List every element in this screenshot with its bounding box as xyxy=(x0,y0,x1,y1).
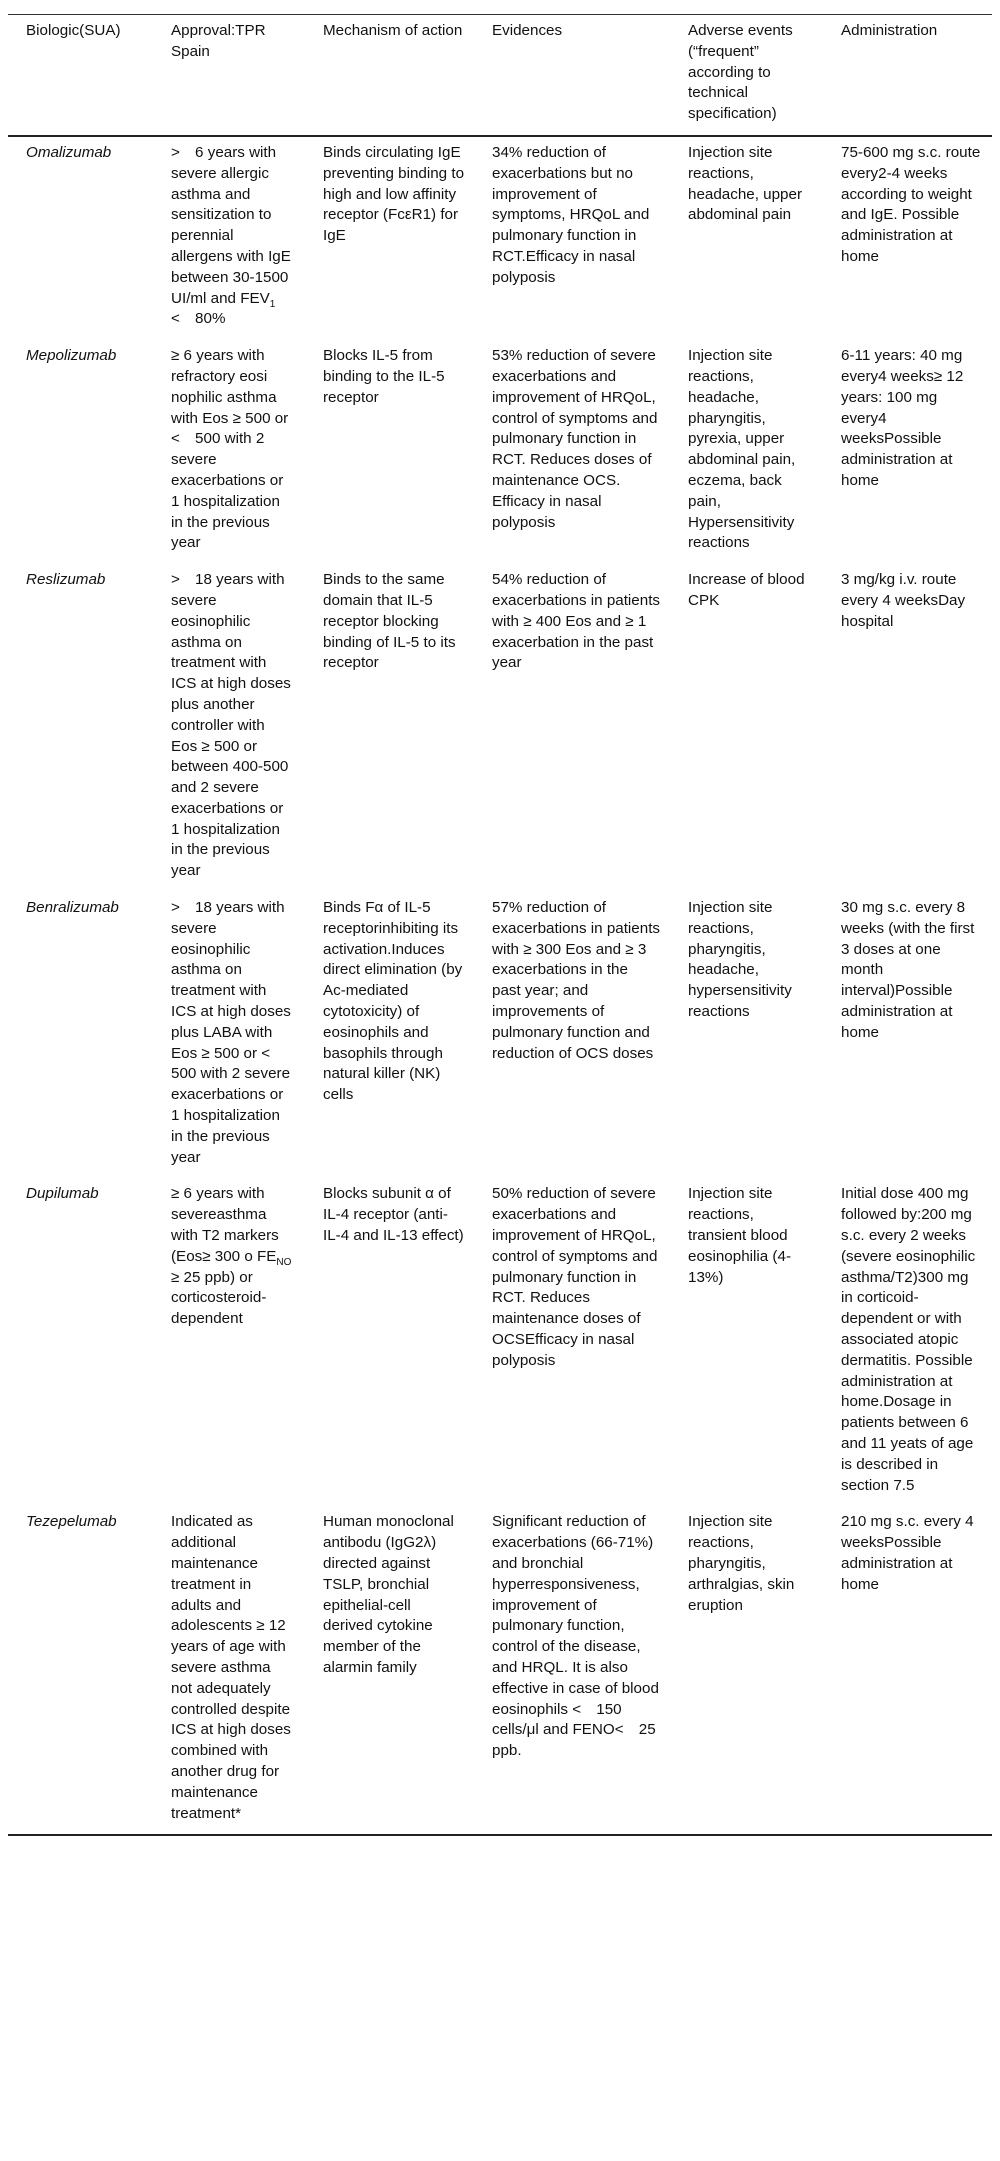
table-row xyxy=(8,340,992,564)
biologic-name: Tezepelumab xyxy=(8,1506,153,1835)
approval-cell: > 18 years with severe eosinophilic asthma on treatment with ICS at high doses plus LABA with Eos ≥ 500 or < 500 with 2 severe exacerbations or 1 hospitalization in the previous year xyxy=(171,899,291,1166)
adverse-events-cell: Injection site reactions, pharyngitis, arthralgias, skin eruption xyxy=(670,1506,823,1835)
evidences-cell: 54% reduction of exacerbations in patients with ≥ 400 Eos and ≥ 1 exacerbation in the past year xyxy=(492,571,661,672)
biologics-table xyxy=(8,14,992,1836)
header-row xyxy=(8,15,992,136)
approval-cell: ≥ 6 years with refractory eosi nophilic asthma with Eos ≥ 500 or < 500 with 2 severe exacerbations or 1 hospitalization in the previous year xyxy=(171,347,289,552)
evidences-cell: 57% reduction of exacerbations in patients with ≥ 300 Eos and ≥ 3 exacerbations in the past year; and improvements of pulmonary function and reduction of OCS doses xyxy=(492,899,661,1062)
table-body xyxy=(8,136,992,1835)
approval-cell: > 18 years with severe eosinophilic asthma on treatment with ICS at high doses plus another controller with Eos ≥ 500 or between 400-500 and 2 severe exacerbations or 1 hospitalization in the previous year xyxy=(171,571,291,880)
mechanism-cell: Binds to the same domain that IL-5 receptor blocking binding of IL-5 to its receptor xyxy=(323,571,456,672)
adverse-events-cell: Injection site reactions, headache, pharyngitis, pyrexia, upper abdominal pain, eczema, back pain, Hypersensitivity reactions xyxy=(688,347,796,552)
mechanism-cell: Blocks subunit α of IL-4 receptor (anti-IL-4 and IL-13 effect) xyxy=(323,1185,464,1245)
approval-subscript: 1 xyxy=(269,298,276,310)
header-approval: Approval:TPR Spain xyxy=(153,15,305,136)
header-evidences: Evidences xyxy=(474,15,670,136)
mechanism-cell: Blocks IL-5 from binding to the IL-5 receptor xyxy=(323,347,445,406)
header-biologic: Biologic(SUA) xyxy=(8,15,153,136)
evidences-cell: 50% reduction of severe exacerbations and improvement of HRQoL, control of symptoms and pulmonary function in RCT. Reduces maintenance doses of OCSEfficacy in nasal polyposis xyxy=(492,1185,658,1369)
header-mechanism: Mechanism of action xyxy=(305,15,474,136)
approval-text: ≥ 6 years with severeasthma with T2 markers (Eos≥ 300 o FE xyxy=(171,1185,279,1265)
biologic-name: Benralizumab xyxy=(26,899,119,917)
evidences-cell: 53% reduction of severe exacerbations and improvement of HRQoL, control of symptoms and pulmonary function in RCT. Reduces doses of maintenance OCS. Efficacy in nasal polyposis xyxy=(492,347,658,531)
biologic-name: Reslizumab xyxy=(26,571,106,589)
table-row xyxy=(8,564,992,892)
approval-cell xyxy=(153,136,305,340)
adverse-events-cell: Injection site reactions, pharyngitis, headache, hypersensitivity reactions xyxy=(688,899,792,1021)
adverse-events-cell: Injection site reactions, transient blood eosinophilia (4-13%) xyxy=(688,1185,791,1286)
administration-cell: Initial dose 400 mg followed by:200 mg s.c. every 2 weeks (severe eosinophilic asthma/T2)300 mg in corticoid-dependent or with associated atopic dermatitis. Possible administration at home.Dosage in patients between 6 and 11 yeats of age is described in section 7.5 xyxy=(841,1185,976,1494)
approval-text: > 6 years with severe allergic asthma and sensitization to perennial allergens with IgE between 30-1500 UI/ml and FEV xyxy=(171,143,291,307)
biologic-name: Mepolizumab xyxy=(26,347,117,365)
table-row xyxy=(8,1506,992,1835)
approval-cell xyxy=(153,1178,305,1506)
table-row xyxy=(8,892,992,1178)
mechanism-cell: Human monoclonal antibodu (IgG2λ) directed against TSLP, bronchial epithelial-cell derived cytokine member of the alarmin family xyxy=(305,1506,474,1835)
administration-cell: 30 mg s.c. every 8 weeks (with the first 3 doses at one month interval)Possible administration at home xyxy=(841,899,975,1041)
approval-subscript: NO xyxy=(276,1256,292,1268)
approval-tail: < 80% xyxy=(171,310,226,328)
evidences-cell: 34% reduction of exacerbations but no improvement of symptoms, HRQoL and pulmonary function in RCT.Efficacy in nasal polyposis xyxy=(492,143,650,286)
header-adverse-events: Adverse events (“frequent” according to technical specification) xyxy=(670,15,823,136)
administration-cell: 3 mg/kg i.v. route every 4 weeksDay hospital xyxy=(841,571,966,630)
header-administration: Administration xyxy=(823,15,992,136)
evidences-cell: Significant reduction of exacerbations (66-71%) and bronchial hyperresponsiveness, improvement of pulmonary function, control of the disease, and HRQL. It is also effective in case of blood eosinophils < 150 cells/μl and FENO< 25 ppb. xyxy=(474,1506,670,1835)
biologic-name: Omalizumab xyxy=(26,143,112,161)
administration-cell: 6-11 years: 40 mg every4 weeks≥ 12 years: 100 mg every4 weeksPossible administration at home xyxy=(841,347,964,489)
approval-tail: ≥ 25 ppb) or corticosteroid-dependent xyxy=(171,1268,267,1328)
approval-cell: Indicated as additional maintenance treatment in adults and adolescents ≥ 12 years of age with severe asthma not adequately controlled despite ICS at high doses combined with another drug for maintenance treatment* xyxy=(153,1506,305,1835)
adverse-events-cell: Injection site reactions, headache, upper abdominal pain xyxy=(688,143,803,224)
table-row xyxy=(8,1178,992,1506)
table-row xyxy=(8,136,992,340)
adverse-events-cell: Increase of blood CPK xyxy=(688,571,805,609)
biologic-name: Dupilumab xyxy=(26,1185,99,1203)
mechanism-cell: Binds circulating IgE preventing binding to high and low affinity receptor (FcεR1) for IgE xyxy=(323,143,465,245)
administration-cell: 75-600 mg s.c. route every2-4 weeks according to weight and IgE. Possible administration at home xyxy=(841,143,981,265)
mechanism-cell: Binds Fα of IL-5 receptorinhibiting its activation.Induces direct elimination (by Ac-mediated cytotoxicity) of eosinophils and basophils through natural killer (NK) cells xyxy=(323,899,463,1104)
administration-cell: 210 mg s.c. every 4 weeksPossible administration at home xyxy=(823,1506,992,1835)
table-header xyxy=(8,15,992,136)
